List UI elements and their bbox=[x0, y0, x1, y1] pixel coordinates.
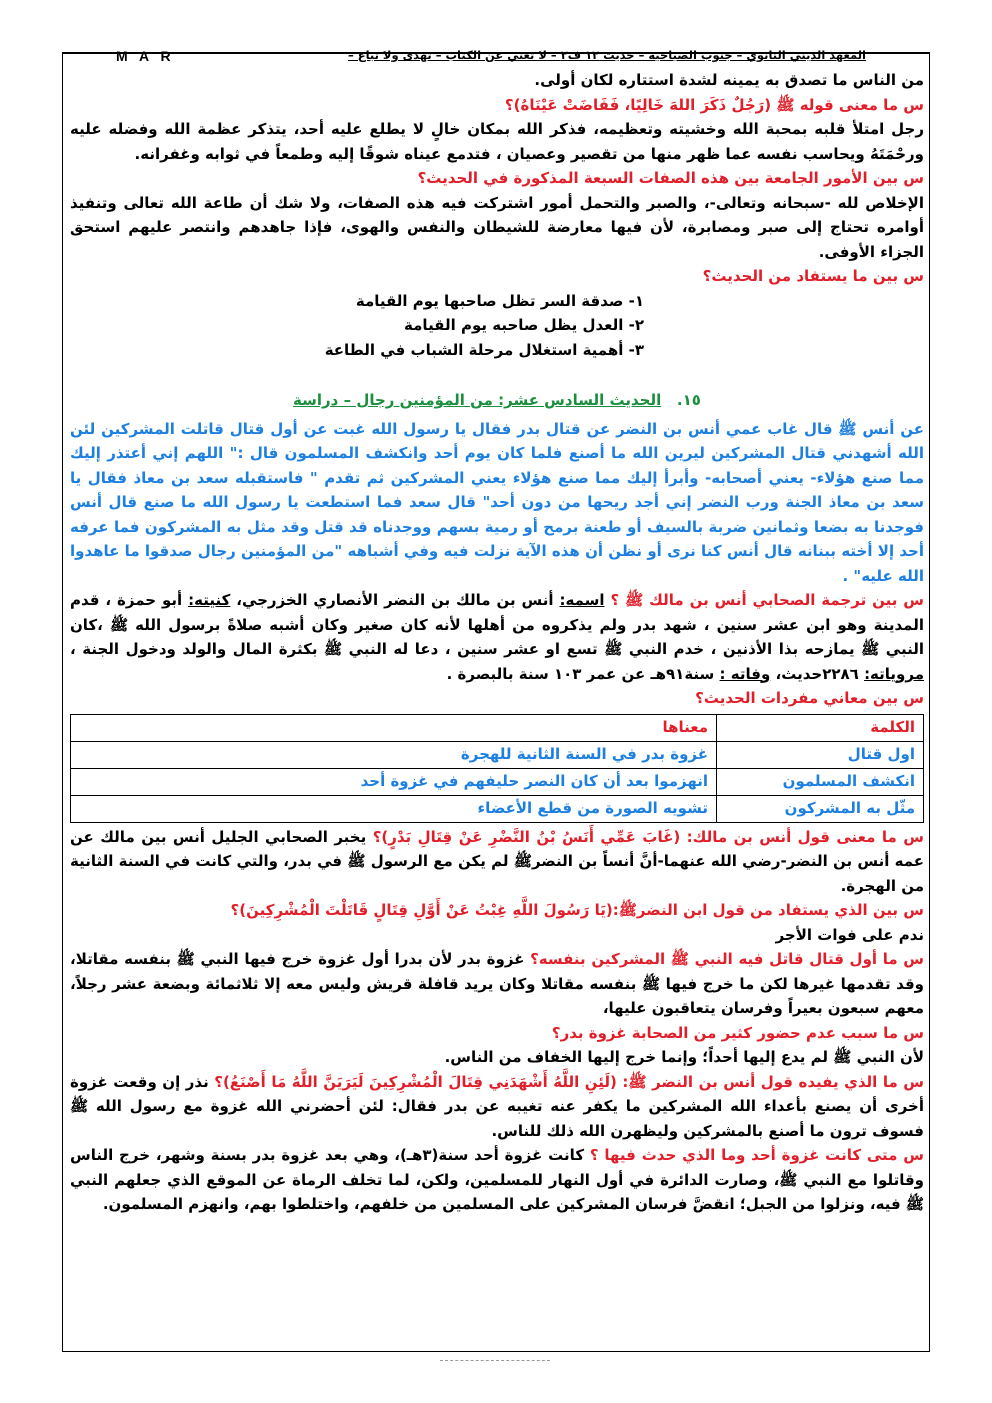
hadith-text: عن أنس ﷺ قال غاب عمي أنس بن النضر عن قتال بدر فقال يا رسول الله غبت عن أول قتال قاتلت المشركين لئن الله أشهدني قتال المشركين ليرين الله ما أصنع فلما كان يوم أحد وانكشف المسلمون قال :" اللهم إني أعتذر إليك مما صنع هؤلاء- يعني أصحابه- وأبرأ إليك مما صنع هؤلاء يعني المشركين ثم تقدم " فاستقبله سعد بن معاذ فقال يا سعد بن معاذ الجنة ورب النضر إني أجد ريحها من دون أحد" قال سعد فما استطعت يا رسول الله ما صنع قال أنس فوجدنا به بضعا وثمانين ضربة بالسيف أو طعنة برمح أو رمية بسهم ووجدناه قد قتل وقد مثل به المشركون فما عرفه أحد إلا أخته ببنانه قال أنس كنا نرى أو نظن أن هذه الآية نزلت فيه وفي أشباهه "من المؤمنين رجال صدقوا ما عاهدوا الله عليه" . bbox=[70, 419, 924, 585]
answer: الإخلاص لله -سبحانه وتعالى-، والصبر والتحمل أمور اشتركت فيه هذه الصفات، ولا شك أن طاعة الله تعالى وتنفيذ أوامره تحتاج إلى صبر ومصابرة، لأن فيها معارضة للشيطان والنفس والهوى، فإذا جاهدهم وانتصر عليهم استحق الجزاء الأوفى. bbox=[70, 193, 924, 261]
vocab-table bbox=[70, 714, 924, 823]
section-title bbox=[70, 388, 924, 413]
page-header bbox=[106, 48, 866, 66]
answer: رجل امتلأ قلبه بمحبة الله وخشيته وتعظيمه، فذكر الله بمكان خالٍ لا يطلع عليه أحد، يتذكر عظمة الله وفضله عليه ورحْمَتَهُ ويحاسب نفسه عما ظهر منها من تقصير وعصيان ، فتدمع عيناه شوقًا إليه وطمعاً في ثوابه وغفرانه. bbox=[70, 120, 924, 163]
answer: لأن النبي ﷺ لم يدع إليها أحداً؛ وإنما خرج إليها الخفاف من الناس. bbox=[444, 1048, 924, 1066]
qa-pair bbox=[70, 825, 924, 899]
table-header: الكلمة bbox=[717, 714, 924, 741]
page-footer-rule bbox=[440, 1360, 550, 1365]
question: س بين ترجمة الصحابي أنس بن مالك ﷺ ؟ bbox=[610, 591, 924, 609]
biography bbox=[70, 588, 924, 686]
answer: كانت غزوة أحد سنة(٣هـ)، وهي بعد غزوة بدر بسنة وشهر، خرج الناس وقاتلوا مع النبي ﷺ، وصارت الدائرة في أول النهار للمسلمين، ولكن، لما تخلف الرماة عن الموقع الذي جعلهم النبي ﷺ فيه، ونزلوا من الجبل؛ انقضَّ فرسان المشركين على المسلمين من خلفهم، واختلطوا بهم، وانهزم المسلمون. bbox=[70, 1146, 924, 1213]
bio-value: أنس بن مالك بن النضر الأنصاري الخزرجي، bbox=[236, 591, 554, 609]
table-header: معناها bbox=[71, 714, 717, 741]
header-mark: M A R bbox=[116, 48, 175, 64]
question: س ما أول قتال قاتل فيه النبي ﷺ المشركين بنفسه؟ bbox=[530, 950, 924, 968]
question: س بين معاني مفردات الحديث؟ bbox=[695, 689, 924, 707]
bio-label: كنيته: bbox=[188, 591, 231, 609]
question: س بين الذي يستفاد من قول ابن النضرﷺ:(يَا رَسُولَ اللَّهِ غِبْتُ عَنْ أَوَّلِ قِتَالٍ قَاتَلْتَ الْمُشْرِكِينَ)؟ bbox=[230, 901, 924, 919]
table-cell-word: انكشف المسلمون bbox=[717, 768, 924, 795]
benefits-list bbox=[70, 289, 924, 363]
section-number: ١٥. bbox=[676, 391, 701, 409]
table-cell-meaning: غزوة بدر في السنة الثانية للهجرة bbox=[71, 741, 717, 768]
table-row bbox=[71, 768, 924, 795]
table-cell-word: مثّل به المشركون bbox=[717, 795, 924, 822]
question: س ما معنى قول أنس بن مالك: (غَابَ عَمِّي أَنَسُ بْنُ النَّضْرِ عَنْ قِتَالِ بَدْرٍ)؟ bbox=[372, 827, 924, 846]
question: س ما معنى قوله ﷺ (رَجُلٌ ذَكَرَ اللهَ خَالِيًا، فَفَاضَتْ عَيْنَاهُ)؟ bbox=[504, 95, 924, 114]
table-cell-word: اول قتال bbox=[717, 741, 924, 768]
question: س ما الذي يفيده قول أنس بن النضر ﷺ: (لَئِنِ اللَّهُ أَشْهَدَنِي قِتَالَ الْمُشْرِكِينَ لَيَرَيَنَّ اللَّهُ مَا أَصْنَعُ)؟ bbox=[214, 1072, 924, 1091]
question: س بين ما يستفاد من الحديث؟ bbox=[702, 267, 924, 285]
table-row bbox=[71, 795, 924, 822]
question: س متى كانت غزوة أحد وما الذي حدث فيها ؟ bbox=[589, 1146, 924, 1164]
bio-label: اسمه: bbox=[559, 591, 605, 609]
bio-label: مروياته: bbox=[864, 664, 924, 683]
section-title-text: الحديث السادس عشر: من المؤمنين رجال – دراسة bbox=[293, 391, 662, 409]
answer: يخبر الصحابي الجليل أنس بين مالك عن عمه أنس بن النضر-رضي الله عنهما-أنَّ أنساً بن النضرﷺ لم يكن مع الرسول ﷺ في بدر، والتي كانت في السنة الثانية من الهجرة. bbox=[70, 827, 924, 895]
bio-label: وفاته : bbox=[719, 664, 771, 683]
bio-value: سنة٩١هـ عن عمر ١٠٣ سنة بالبصرة . bbox=[446, 664, 715, 683]
answer: ندم على فوات الأجر bbox=[775, 925, 924, 944]
list-item: ٢- العدل يظل صاحبه يوم القيامة bbox=[404, 316, 644, 334]
bio-value: أبو حمزة ، قدم المدينة وهو ابن عشر سنين ، شهد بدر ولم يذكروه من أهلها لأنه كان صغير وكان أشبه صلاةً برسول الله ﷺ ،كان النبي ﷺ يمازحه بذا الأذنين ، خدم النبي ﷺ تسع او عشر سنين ، دعا له النبي ﷺ بكثرة المال والولد ودخول الجنة ، bbox=[70, 591, 924, 658]
document-body bbox=[70, 68, 924, 1217]
question: س ما سبب عدم حضور كثير من الصحابة غزوة بدر؟ bbox=[551, 1023, 924, 1042]
question: س بين الأمور الجامعة بين هذه الصفات السبعة المذكورة في الحديث؟ bbox=[417, 169, 924, 187]
header-text: المعهد الديني الثانوي – جنوب الصباحية – حديث ١٢ ف٢ – لا تعني عن الكتاب – تهدى ولا تباع – bbox=[347, 48, 866, 62]
answer: نذر إن وقعت غزوة أخرى أن يصنع بأعداء الله المشركين ما يكفر عنه تغيبه عن بدر فقال: لئن أحضرني الله غزوة مع رسول الله ﷺ فسوف ترون ما أصنع بالمشركين وليظهرن الله ذلك للناس. bbox=[70, 1072, 924, 1140]
table-cell-meaning: انهزموا بعد أن كان النصر حليفهم في غزوة أحد bbox=[71, 768, 717, 795]
table-cell-meaning: تشويه الصورة من قطع الأعضاء bbox=[71, 795, 717, 822]
answer: غزوة بدر لأن بدرا أول غزوة خرج فيها النبي ﷺ بنفسه مقاتلا، وقد تقدمها غيرها لكن ما خرج فيها ﷺ بنفسه مقاتلا وكان يريد قافلة قريش وليس معه إلا ثلاثمائة وبضعة عشر رجلاً، معهم سبعون بعيراً وفرسان يتعاقبون عليها، bbox=[70, 950, 924, 1017]
bio-value: ٢٢٨٦حديث، bbox=[775, 664, 859, 683]
table-row bbox=[71, 741, 924, 768]
qa-pair bbox=[70, 947, 924, 1021]
qa-pair bbox=[70, 1143, 924, 1217]
list-item: ١- صدقة السر تظل صاحبها يوم القيامة bbox=[355, 291, 644, 310]
list-item: ٣- أهمية استغلال مرحلة الشباب في الطاعة bbox=[324, 340, 644, 359]
qa-pair bbox=[70, 1070, 924, 1144]
table-header-row bbox=[71, 714, 924, 741]
paragraph: من الناس ما تصدق به يمينه لشدة استتاره لكان أولى. bbox=[534, 71, 924, 89]
